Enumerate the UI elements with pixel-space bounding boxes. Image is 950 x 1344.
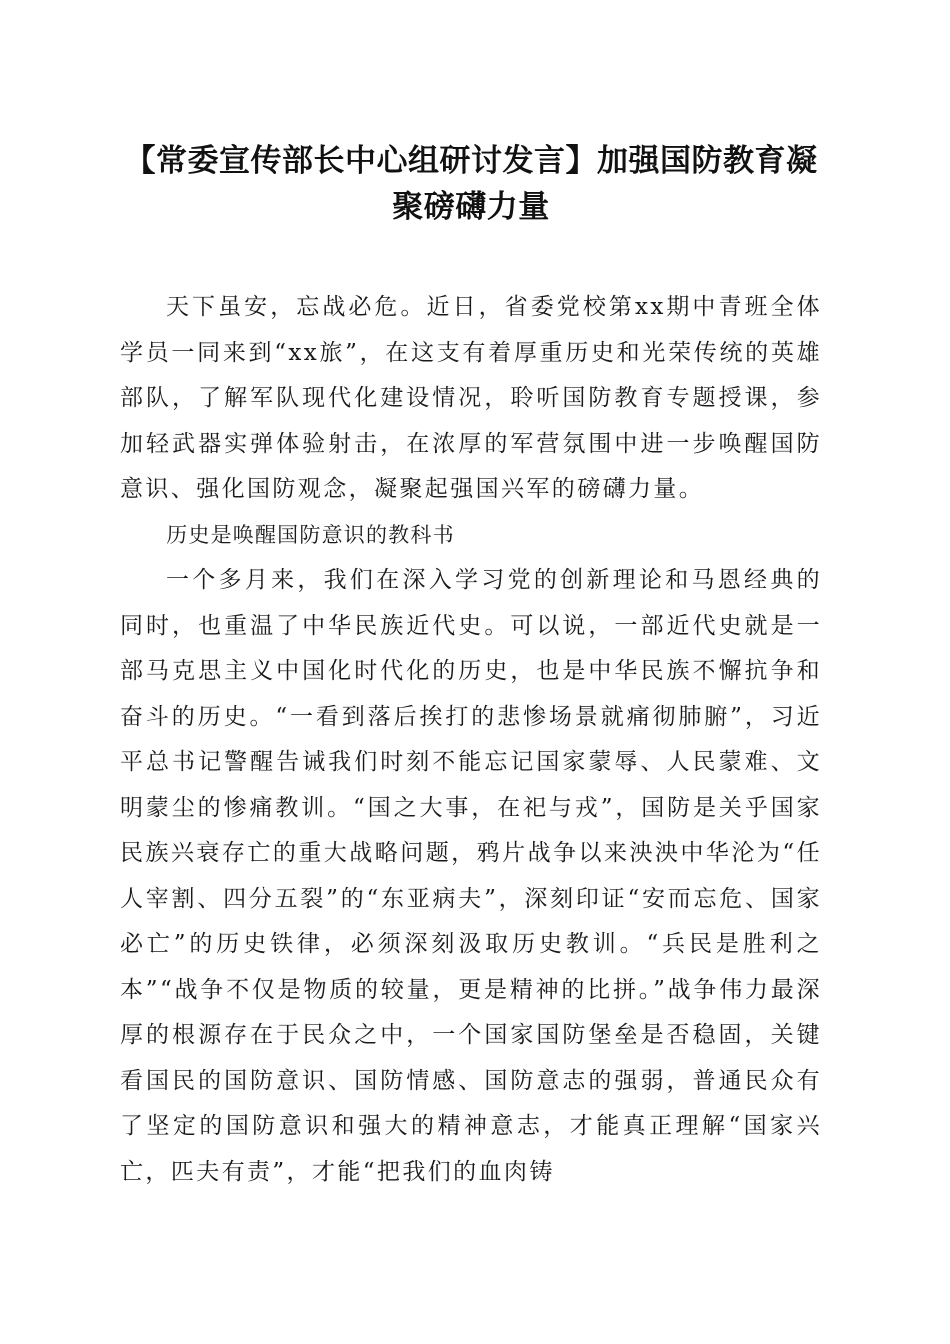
document-page [0,138,950,1344]
body-paragraph: 一个多月来，我们在深入学习党的创新理论和马恩经典的同时，也重温了中华民族近代史。可以说，一部近代史就是一部马克思主义中国化时代化的历史，也是中华民族不懈抗争和奋斗的历史。“一看到落后挨打的悲惨场景就痛彻肺腑”，习近平总书记警醒告诫我们时刻不能忘记国家蒙辱、人民蒙难、文明蒙尘的惨痛教训。“国之大事，在祀与戎”，国防是关乎国家民族兴衰存亡的重大战略问题，鸦片战争以来泱泱中华沦为“任人宰割、四分五裂”的“东亚病夫”，深刻印证“安而忘危、国家必亡”的历史铁律，必须深刻汲取历史教训。“兵民是胜利之本”“战争不仅是物质的较量，更是精神的比拼。”战争伟力最深厚的根源存在于民众之中，一个国家国防堡垒是否稳固，关键看国民的国防意识、国防情感、国防意志的强弱，普通民众有了坚定的国防意识和强大的精神意志，才能真正理解“国家兴亡，匹夫有责”，才能“把我们的血肉铸 [120,567,822,1185]
document-body [120,285,822,1195]
intro-paragraph: 天下虽安，忘战必危。近日，省委党校第xx期中青班全体学员一同来到“xx旅”，在这支有着厚重历史和光荣传统的英雄部队，了解军队现代化建设情况，聆听国防教育专题授课，参加轻武器实弹体验射击，在浓厚的军营氛围中进一步唤醒国防意识、强化国防观念，凝聚起强国兴军的磅礴力量。 [120,294,822,502]
section-heading: 历史是唤醒国防意识的教科书 [166,522,455,547]
document-title: 【常委宣传部长中心组研讨发言】加强国防教育凝聚磅礴力量 [124,143,818,225]
